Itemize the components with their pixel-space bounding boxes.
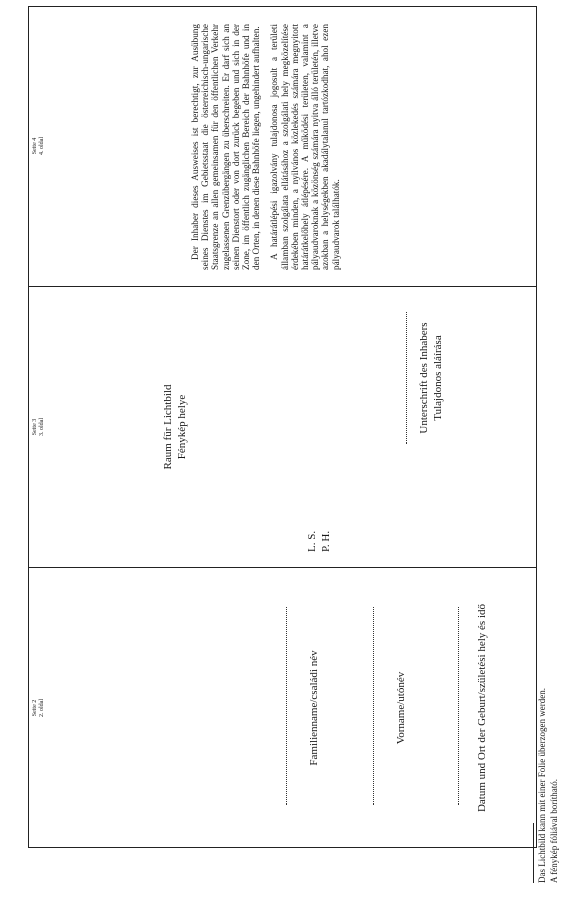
birth-line (458, 607, 459, 805)
family-name-label: Familienname/családi név (308, 650, 320, 766)
page-2-header (32, 568, 46, 848)
page-3-header (32, 287, 46, 567)
page-label-de: Seite 4 (32, 137, 38, 155)
photo-area-label-de: Raum für Lichtbild (162, 384, 174, 470)
page-label-hu: 4. oldal (39, 137, 45, 155)
seal-mark-hu: P. H. (320, 530, 332, 552)
signature-label-hu: Tulajdonos aláírása (432, 335, 444, 421)
footnote-hu: A fénykép fóliával borítható. (549, 779, 559, 883)
given-name-label: Vorname/utónév (395, 671, 407, 745)
photo-area-label-hu: Fénykép helye (176, 394, 188, 460)
seal-mark-de: L. S. (306, 530, 318, 552)
given-name-line (373, 607, 374, 805)
footnote-rule (533, 823, 534, 883)
page-label-de: Seite 2 (32, 699, 38, 717)
birth-label: Datum und Ort der Geburt/születési hely és idő (476, 603, 488, 813)
column-divider (28, 567, 537, 568)
signature-label-de: Unterschrift des Inhabers (418, 322, 430, 434)
signature-line (406, 312, 407, 444)
legal-text (190, 24, 349, 270)
family-name-line (286, 607, 287, 805)
page-4-header (32, 6, 46, 286)
legal-text-de: Der Inhaber dieses Ausweises ist berechtigt, zur Ausübung seines Dienstes im Gebietsstaat die österreichisch-ungarische Staatsgrenze an allen gemeinsamen für den öffentlichen Verkehr zugelassenen Grenzübergängen zu überschreiten. Er darf sich an seinen Dienstort oder von dort zurück begeben und sich in der Zone, im öffentlich zugänglichen Bereich der Bahnhöfe und in den Orten, in denen diese Bahnhöfe liegen, ungehindert aufhalten. (190, 24, 262, 270)
column-divider (28, 286, 537, 287)
page-label-de: Seite 3 (32, 418, 38, 436)
footnote-de: Das Lichtbild kann mit einer Folie überzogen werden. (537, 688, 547, 883)
footnote (536, 553, 560, 883)
page-label-hu: 3. oldal (39, 418, 45, 436)
legal-text-hu: A határátlépési igazolvány tulajdonosa jogosult a területi államban szolgálata ellátásához a szolgálati hely megközelítése érdekében minden, a nyilvános közlekedés számára megnyitott határátkelőhely átlépésére. A működési területen, valamint a pályaudvaroknak a közönség számára nyitva álló területén, illetve azokban a helységekben akadálytalanul tartózkodhat, ahol ezen pályaudvarok találhatók. (269, 24, 341, 270)
document-sheet (28, 6, 537, 848)
page-label-hu: 2. oldal (39, 699, 45, 717)
